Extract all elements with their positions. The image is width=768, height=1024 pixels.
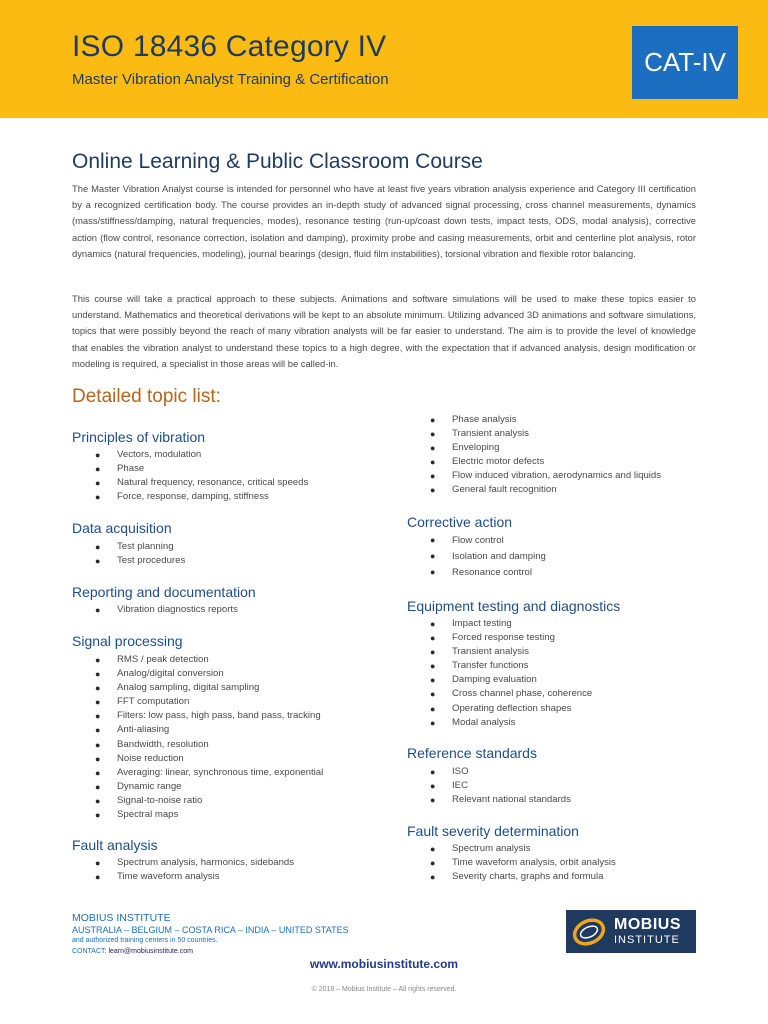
list-item	[95, 752, 323, 766]
course-title: Online Learning & Public Classroom Course	[72, 150, 483, 173]
footer-contact	[72, 948, 193, 955]
list-item-text: Averaging: linear, synchronous time, exponential	[117, 766, 324, 778]
list-item	[95, 554, 186, 568]
list-item-text: RMS / peak detection	[117, 654, 209, 665]
list-item	[430, 455, 661, 469]
bullet-icon: ●	[95, 753, 101, 764]
list-item-text: Time waveform analysis, orbit analysis	[452, 857, 616, 869]
bullet-icon: ●	[430, 429, 436, 440]
list-item	[95, 808, 323, 822]
bullet-icon: ●	[95, 478, 101, 489]
list-item-text: Vectors, modulation	[117, 449, 202, 460]
bullet-icon: ●	[430, 647, 436, 658]
list-item-text: General fault recognition	[452, 484, 557, 496]
list-item	[430, 469, 662, 483]
bullet-icon: ●	[430, 661, 436, 672]
list-item	[95, 653, 323, 667]
list-item-text: Impact testing	[452, 618, 512, 629]
equipment-list	[430, 617, 593, 730]
list-item	[430, 687, 593, 701]
list-item-text: Operating deflection shapes	[452, 702, 572, 714]
bullet-icon: ●	[430, 795, 436, 806]
list-item	[430, 483, 661, 497]
list-item-text: Analog/digital conversion	[117, 668, 224, 680]
list-item	[95, 738, 323, 752]
severity-list	[430, 842, 616, 884]
website-link[interactable]: www.mobiusinstitute.com	[309, 957, 459, 971]
corrective-list	[430, 533, 546, 580]
list-item	[430, 702, 592, 716]
footer-countries: AUSTRALIA – BELGIUM – COSTA RICA – INDIA – UNITED STATES	[72, 925, 349, 935]
logo-line-1: MOBIUS	[614, 916, 681, 933]
list-item-text: Resonance control	[452, 566, 532, 578]
bullet-icon: ●	[430, 844, 436, 854]
list-item-text: Severity charts, graphs and formula	[452, 871, 604, 883]
list-item-text: Force, response, damping, stiffness	[117, 491, 269, 503]
list-item-text: Test planning	[117, 541, 174, 552]
bullet-icon: ●	[430, 535, 436, 545]
bullet-icon: ●	[95, 464, 101, 475]
list-item	[430, 565, 546, 581]
list-item	[95, 490, 308, 504]
list-item	[95, 448, 308, 462]
list-item	[430, 870, 616, 884]
page-title: ISO 18436 Category IV	[72, 30, 387, 63]
approach-paragraph: This course will take a practical approach to these subjects. Animations and software simulations will be used to make these topics easier to understand. Mathematics and theoretical derivations will be kept to an absolute minimum. Utilizing advanced 3D animations and software simulations, topics that were possibly beyond the reach of many vibration analysts will be far easier to understand. The aim is to provide the level of knowledge that enables the vibration analyst to understand these topics to a high degree, with the expectation that if advanced analysis, design modification or modeling is required, a specialist in those areas will be called-in.	[72, 293, 696, 369]
footer-authorized: and authorized training centers in 50 countries.	[72, 937, 218, 944]
list-item	[430, 842, 616, 856]
list-item-text: Analog sampling, digital sampling	[117, 682, 260, 694]
list-item	[430, 856, 616, 870]
bullet-icon: ●	[95, 542, 101, 552]
section-severity-title: Fault severity determination	[407, 823, 579, 839]
list-item	[95, 695, 323, 709]
list-item-text: IEC	[452, 780, 468, 792]
bullet-icon: ●	[95, 810, 101, 821]
list-item	[430, 617, 592, 631]
header-banner	[0, 0, 768, 118]
bullet-icon: ●	[95, 739, 101, 750]
bullet-icon: ●	[430, 689, 436, 700]
list-item	[430, 716, 592, 730]
mobius-ring-icon	[570, 913, 608, 951]
list-item	[430, 427, 661, 441]
list-item	[95, 667, 323, 681]
category-badge: CAT-IV	[632, 26, 738, 99]
list-item-text: Damping evaluation	[452, 674, 537, 686]
list-item	[95, 540, 185, 554]
list-item	[95, 709, 323, 723]
fault-analysis-continued-list	[430, 413, 662, 498]
list-item-text: Time waveform analysis	[117, 871, 220, 883]
list-item-text: Dynamic range	[117, 780, 182, 792]
list-item-text: Natural frequency, resonance, critical speeds	[117, 477, 309, 489]
list-item	[430, 645, 592, 659]
list-item-text: Spectrum analysis, harmonics, sidebands	[117, 857, 295, 868]
list-item-text: Anti-aliasing	[117, 724, 170, 736]
list-item-text: Spectral maps	[117, 809, 179, 821]
bullet-icon: ●	[95, 556, 101, 567]
list-item	[430, 779, 571, 793]
list-item	[430, 533, 546, 549]
contact-email-link[interactable]: learn@mobiusinstitute.com	[108, 948, 193, 955]
principles-list	[95, 448, 309, 504]
list-item-text: Modal analysis	[452, 716, 516, 728]
list-item	[95, 462, 308, 476]
section-reference-title: Reference standards	[407, 745, 537, 761]
bullet-icon: ●	[430, 619, 436, 629]
list-item	[430, 441, 661, 455]
list-item-text: Vibration diagnostics reports	[117, 604, 238, 615]
list-item	[95, 723, 323, 737]
bullet-icon: ●	[95, 605, 101, 615]
bullet-icon: ●	[95, 669, 101, 680]
bullet-icon: ●	[95, 492, 101, 503]
section-corrective-title: Corrective action	[407, 514, 513, 530]
list-item	[430, 765, 571, 779]
bullet-icon: ●	[95, 450, 101, 460]
list-item-text: FFT computation	[117, 696, 190, 708]
section-fault-analysis-title: Fault analysis	[72, 837, 158, 853]
list-item	[95, 681, 323, 695]
bullet-icon: ●	[430, 550, 436, 561]
section-principles-title: Principles of vibration	[72, 429, 206, 445]
bullet-icon: ●	[430, 675, 436, 686]
bullet-icon: ●	[430, 415, 436, 425]
bullet-icon: ●	[95, 795, 101, 806]
list-item-text: Cross channel phase, coherence	[452, 688, 593, 700]
bullet-icon: ●	[95, 725, 101, 736]
list-item-text: Isolation and damping	[452, 550, 546, 562]
section-equipment-title: Equipment testing and diagnostics	[407, 598, 621, 614]
topic-list-heading: Detailed topic list:	[72, 386, 221, 407]
bullet-icon: ●	[95, 711, 101, 722]
bullet-icon: ●	[95, 683, 101, 694]
list-item-text: Noise reduction	[117, 752, 184, 764]
page-subtitle: Master Vibration Analyst Training & Certification	[72, 71, 389, 88]
list-item	[430, 549, 546, 565]
list-item	[430, 413, 661, 427]
mobius-logo	[566, 910, 696, 953]
bullet-icon: ●	[95, 697, 101, 708]
bullet-icon: ●	[430, 633, 436, 644]
list-item-text: Phase analysis	[452, 414, 517, 425]
bullet-icon: ●	[95, 781, 101, 792]
list-item-text: Bandwidth, resolution	[117, 738, 209, 750]
list-item	[430, 673, 592, 687]
list-item	[95, 794, 323, 808]
bullet-icon: ●	[430, 443, 436, 454]
list-item-text: Spectrum analysis	[452, 843, 531, 854]
list-item-text: Transient analysis	[452, 646, 529, 658]
reference-list	[430, 765, 571, 807]
bullet-icon: ●	[95, 858, 101, 868]
list-item-text: Flow control	[452, 535, 504, 546]
bullet-icon: ●	[430, 457, 436, 468]
bullet-icon: ●	[95, 767, 101, 778]
list-item-text: Relevant national standards	[452, 794, 571, 806]
list-item	[95, 780, 323, 794]
bullet-icon: ●	[430, 717, 436, 728]
bullet-icon: ●	[430, 566, 436, 577]
signal-processing-list	[95, 653, 324, 822]
list-item-text: Electric motor defects	[452, 456, 545, 468]
list-item	[430, 659, 592, 673]
section-reporting-title: Reporting and documentation	[72, 584, 256, 600]
list-item-text: Phase	[117, 463, 145, 475]
bullet-icon: ●	[430, 485, 436, 496]
list-item	[430, 793, 571, 807]
list-item-text: Transfer functions	[452, 660, 529, 672]
contact-label: CONTACT:	[72, 948, 107, 955]
list-item-text: Filters: low pass, high pass, band pass, tracking	[117, 710, 321, 722]
list-item-text: Forced response testing	[452, 632, 555, 644]
reporting-list	[95, 603, 238, 617]
list-item	[95, 603, 238, 617]
list-item	[95, 766, 324, 780]
list-item	[95, 476, 309, 490]
bullet-icon: ●	[430, 767, 436, 777]
fault-analysis-list	[95, 856, 295, 884]
section-signal-processing-title: Signal processing	[72, 633, 183, 649]
data-acquisition-list	[95, 540, 186, 568]
list-item-text: ISO	[452, 766, 469, 777]
bullet-icon: ●	[430, 703, 436, 714]
bullet-icon: ●	[430, 858, 436, 869]
list-item	[95, 870, 294, 884]
bullet-icon: ●	[95, 872, 101, 883]
list-item-text: Transient analysis	[452, 428, 529, 440]
bullet-icon: ●	[95, 655, 101, 665]
list-item-text: Test procedures	[117, 555, 186, 567]
bullet-icon: ●	[430, 872, 436, 883]
footer-org-name: MOBIUS INSTITUTE	[72, 912, 171, 924]
intro-paragraph: The Master Vibration Analyst course is intended for personnel who have at least five years vibration analysis experience and Category III certification by a recognized certification body. The course provides an in-depth study of advanced signal processing, cross channel measurements, dynamics (mass/stiffness/damping, natural frequencies, modes), resonance testing (run-up/coast down tests, impact tests, ODS, modal analysis), corrective action (flow control, resonance correction, isolation and damping), proximity probe and casing measurements, orbit and centerline plot analysis, rotor dynamics (natural frequencies, modeling), journal bearings (design, fluid film instabilities), torsional vibration and flexible rotor balancing.	[72, 183, 696, 259]
copyright-text: © 2018 – Mobius Institute – All rights reserved.	[311, 986, 457, 993]
list-item	[430, 631, 592, 645]
list-item	[95, 856, 295, 870]
section-data-acquisition-title: Data acquisition	[72, 520, 172, 536]
logo-line-2: INSTITUTE	[614, 934, 680, 946]
bullet-icon: ●	[430, 471, 436, 482]
bullet-icon: ●	[430, 781, 436, 792]
list-item-text: Signal-to-noise ratio	[117, 794, 203, 806]
list-item-text: Enveloping	[452, 442, 500, 454]
list-item-text: Flow induced vibration, aerodynamics and liquids	[452, 470, 662, 482]
